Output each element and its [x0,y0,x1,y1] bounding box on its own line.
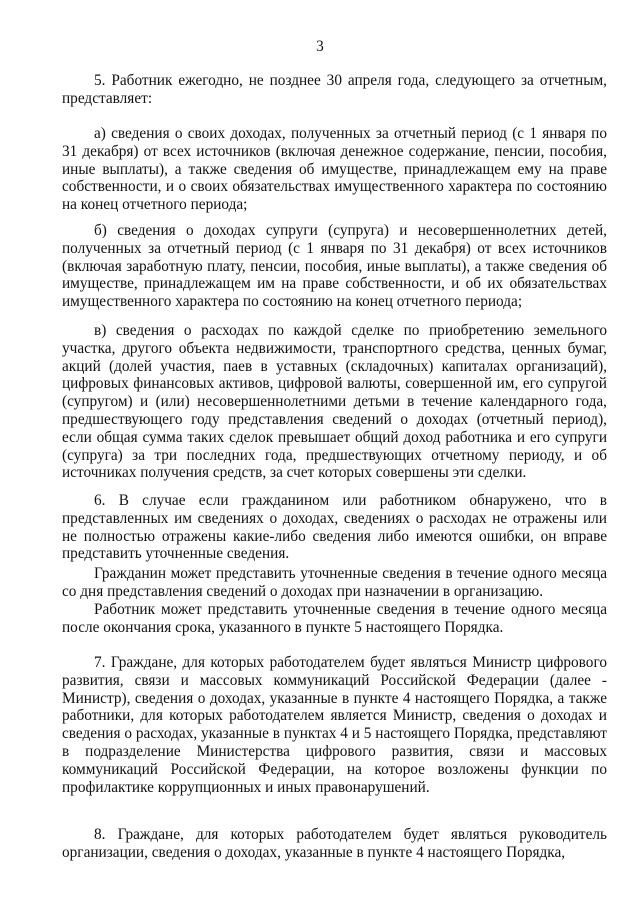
paragraph-6-employee: Работник может представить уточненные сведения в течение одного месяца после окончания срока, указанного в пункте 5 настоящего Порядка. [62,601,607,636]
paragraph-6: 6. В случае если гражданином или работником обнаружено, что в представленных им сведениях о доходах, сведениях о расходах не отражены или не полностью отражены какие-либо сведения либо имеются ошибки, он вправе представить уточненные сведения. [62,492,607,563]
paragraph-5a: а) сведения о своих доходах, полученных за отчетный период (с 1 января по 31 декабря) от всех источников (включая денежное содержание, пенсии, пособия, иные выплаты), а также сведения об имуществе, принадлежащем ему на праве собственности, и о своих обязательствах имущественного характера по состоянию на конец отчетного периода; [62,125,607,214]
paragraph-6-citizen: Гражданин может представить уточненные сведения в течение одного месяца со дня представления сведений о доходах при назначении в организацию. [62,565,607,600]
paragraph-5b: б) сведения о доходах супруги (супруга) и несовершеннолетних детей, полученных за отчетный период (с 1 января по 31 декабря) от всех источников (включая заработную плату, пенсии, пособия, иные выплаты), а также сведения об имуществе, принадлежащем им на праве собственности, и об их обязательствах имущественного характера по состоянию на конец отчетного периода; [62,222,607,311]
paragraph-5v: в) сведения о расходах по каждой сделке по приобретению земельного участка, другого объекта недвижимости, транспортного средства, ценных бумаг, акций (долей участия, паев в уставных (складочных) капиталах организаций), цифровых финансовых активов, цифровой валюты, совершенной им, его супругой (супругом) и (или) несовершеннолетними детьми в течение календарного года, предшествующего году представления сведений о доходах (отчетный период), если общая сумма таких сделок превышает общий доход работника и его супруги (супруга) за три последних года, предшествующих отчетному периоду, и об источниках получения средств, за счет которых совершены эти сделки. [62,322,607,482]
paragraph-5: 5. Работник ежегодно, не позднее 30 апреля года, следующего за отчетным, представляет: [62,72,607,107]
page-number: 3 [316,38,324,55]
paragraph-7: 7. Граждане, для которых работодателем будет являться Министр цифрового развития, связи и массовых коммуникаций Российской Федерации (далее - Министр), сведения о доходах, указанные в пункте 4 настоящего Порядка, а также работники, для которых работодателем является Министр, сведения о доходах и сведения о расходах, указанные в пунктах 4 и 5 настоящего Порядка, представляют в подразделение Министерства цифрового развития, связи и массовых коммуникаций Российской Федерации, на которое возложены функции по профилактике коррупционных и иных правонарушений. [62,654,607,796]
paragraph-8: 8. Граждане, для которых работодателем будет являться руководитель организации, сведения о доходах, указанные в пункте 4 настоящего Порядка, [62,826,607,861]
